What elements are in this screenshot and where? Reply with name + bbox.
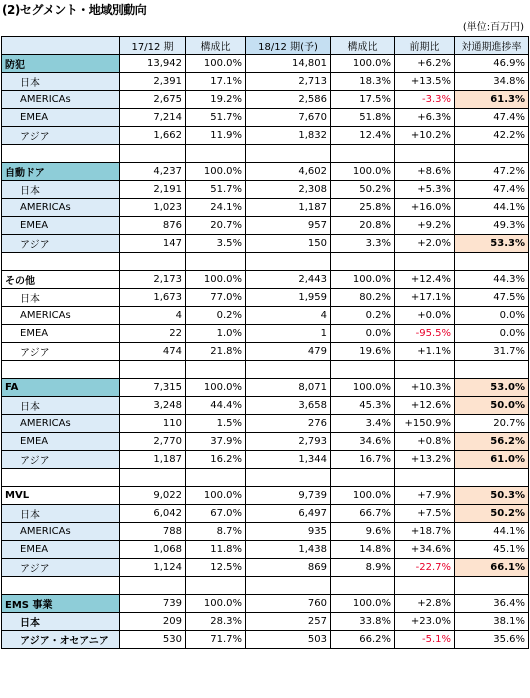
spacer-cell [395,577,455,595]
fy18-value: 2,586 [246,91,331,109]
fy17-value: 739 [120,595,186,613]
fy18-value: 2,308 [246,181,331,199]
fy18-share: 50.2% [331,181,395,199]
progress-rate: 36.4% [455,595,529,613]
spacer-cell [455,361,529,379]
spacer-cell [120,577,186,595]
spacer-cell [246,577,331,595]
segment-label: FA [2,379,120,397]
header-share-fy17: 構成比 [186,37,246,55]
progress-rate: 44.1% [455,523,529,541]
region-row [2,307,529,325]
fy18-share: 17.5% [331,91,395,109]
progress-rate: 50.0% [455,397,529,415]
fy18-share: 33.8% [331,613,395,631]
yoy-change: +150.9% [395,415,455,433]
segment-label: 防犯 [2,55,120,73]
fy17-value: 2,191 [120,181,186,199]
fy17-value: 1,662 [120,127,186,145]
fy18-value: 957 [246,217,331,235]
region-row [2,127,529,145]
progress-rate: 44.3% [455,271,529,289]
progress-rate: 38.1% [455,613,529,631]
fy18-value: 869 [246,559,331,577]
segment-total-row [2,379,529,397]
yoy-change: +12.6% [395,397,455,415]
fy18-share: 0.0% [331,325,395,343]
fy17-share: 16.2% [186,451,246,469]
yoy-change: +9.2% [395,217,455,235]
yoy-change: -22.7% [395,559,455,577]
progress-rate: 56.2% [455,433,529,451]
fy17-value: 788 [120,523,186,541]
fy18-share: 34.6% [331,433,395,451]
region-label: アジア [2,451,120,469]
header-progress: 対通期進捗率 [455,37,529,55]
fy17-value: 6,042 [120,505,186,523]
region-row [2,181,529,199]
segment-total-row [2,271,529,289]
fy17-value: 474 [120,343,186,361]
fy17-share: 0.2% [186,307,246,325]
fy18-share: 66.7% [331,505,395,523]
fy17-share: 20.7% [186,217,246,235]
yoy-change: +13.2% [395,451,455,469]
yoy-change: +0.8% [395,433,455,451]
spacer-cell [186,361,246,379]
region-row [2,91,529,109]
header-fy18-forecast: 18/12 期(予) [246,37,331,55]
yoy-change: +12.4% [395,271,455,289]
fy18-share: 9.6% [331,523,395,541]
region-row [2,631,529,649]
yoy-change: +10.3% [395,379,455,397]
fy17-share: 1.5% [186,415,246,433]
spacer-cell [331,361,395,379]
region-label: 日本 [2,613,120,631]
fy18-value: 276 [246,415,331,433]
region-label: AMERICAs [2,415,120,433]
yoy-change: +5.3% [395,181,455,199]
yoy-change: +23.0% [395,613,455,631]
spacer-cell [246,145,331,163]
segment-label: その他 [2,271,120,289]
fy18-share: 25.8% [331,199,395,217]
fy17-value: 209 [120,613,186,631]
progress-rate: 61.0% [455,451,529,469]
progress-rate: 46.9% [455,55,529,73]
region-label: EMEA [2,325,120,343]
region-row [2,559,529,577]
region-label: EMEA [2,217,120,235]
spacer-cell [455,253,529,271]
fy17-value: 2,391 [120,73,186,91]
yoy-change: +17.1% [395,289,455,307]
fy18-share: 12.4% [331,127,395,145]
fy17-value: 1,124 [120,559,186,577]
fy18-share: 0.2% [331,307,395,325]
header-yoy: 前期比 [395,37,455,55]
spacer-row [2,577,529,595]
progress-rate: 47.4% [455,109,529,127]
fy18-value: 6,497 [246,505,331,523]
spacer-cell [2,361,120,379]
region-row [2,505,529,523]
yoy-change: +34.6% [395,541,455,559]
header-share-fy18: 構成比 [331,37,395,55]
progress-rate: 45.1% [455,541,529,559]
fy17-value: 13,942 [120,55,186,73]
region-label: 日本 [2,397,120,415]
segment-label: MVL [2,487,120,505]
fy18-share: 20.8% [331,217,395,235]
spacer-cell [455,145,529,163]
spacer-cell [2,253,120,271]
yoy-change: +0.0% [395,307,455,325]
region-label: 日本 [2,289,120,307]
region-row [2,415,529,433]
region-label: AMERICAs [2,91,120,109]
fy18-share: 18.3% [331,73,395,91]
segment-total-row [2,163,529,181]
fy18-share: 100.0% [331,595,395,613]
fy18-share: 100.0% [331,487,395,505]
fy17-share: 3.5% [186,235,246,253]
progress-rate: 53.0% [455,379,529,397]
spacer-cell [186,253,246,271]
yoy-change: +6.3% [395,109,455,127]
region-row [2,235,529,253]
fy17-value: 4,237 [120,163,186,181]
region-label: アジア [2,343,120,361]
yoy-change: +13.5% [395,73,455,91]
progress-rate: 0.0% [455,325,529,343]
fy17-share: 100.0% [186,163,246,181]
fy18-share: 3.3% [331,235,395,253]
region-label: アジア [2,235,120,253]
segment-label: EMS 事業 [2,595,120,613]
fy17-share: 100.0% [186,487,246,505]
spacer-cell [331,577,395,595]
fy17-value: 9,022 [120,487,186,505]
progress-rate: 35.6% [455,631,529,649]
fy17-share: 8.7% [186,523,246,541]
segment-total-row [2,487,529,505]
yoy-change: +6.2% [395,55,455,73]
fy18-value: 4,602 [246,163,331,181]
yoy-change: +16.0% [395,199,455,217]
fy17-share: 71.7% [186,631,246,649]
fy18-value: 2,793 [246,433,331,451]
region-label: EMEA [2,109,120,127]
region-row [2,541,529,559]
spacer-cell [395,253,455,271]
spacer-cell [2,145,120,163]
fy17-share: 51.7% [186,109,246,127]
region-row [2,217,529,235]
spacer-cell [331,469,395,487]
fy18-value: 479 [246,343,331,361]
spacer-cell [120,253,186,271]
spacer-cell [395,145,455,163]
fy18-share: 16.7% [331,451,395,469]
region-label: AMERICAs [2,523,120,541]
unit-note: (単位:百万円) [462,22,524,33]
fy17-value: 1,187 [120,451,186,469]
progress-rate: 50.3% [455,487,529,505]
yoy-change: +10.2% [395,127,455,145]
fy17-share: 19.2% [186,91,246,109]
region-row [2,73,529,91]
fy18-value: 257 [246,613,331,631]
segment-label: 自動ドア [2,163,120,181]
fy17-value: 3,248 [120,397,186,415]
page-title: (2)セグメント・地域別動向 [2,3,147,17]
yoy-change: +7.5% [395,505,455,523]
progress-rate: 53.3% [455,235,529,253]
fy17-value: 2,770 [120,433,186,451]
spacer-cell [331,145,395,163]
yoy-change: +2.0% [395,235,455,253]
fy17-value: 530 [120,631,186,649]
spacer-cell [395,361,455,379]
region-row [2,523,529,541]
fy17-value: 147 [120,235,186,253]
fy17-value: 2,675 [120,91,186,109]
fy17-share: 17.1% [186,73,246,91]
spacer-cell [395,469,455,487]
region-row [2,325,529,343]
fy18-value: 1,959 [246,289,331,307]
region-label: AMERICAs [2,307,120,325]
progress-rate: 31.7% [455,343,529,361]
fy17-value: 1,023 [120,199,186,217]
segment-total-row [2,55,529,73]
spacer-cell [186,469,246,487]
yoy-change: +8.6% [395,163,455,181]
spacer-cell [246,469,331,487]
region-row [2,199,529,217]
fy18-share: 100.0% [331,163,395,181]
progress-rate: 50.2% [455,505,529,523]
fy17-share: 21.8% [186,343,246,361]
fy18-share: 45.3% [331,397,395,415]
region-label: AMERICAs [2,199,120,217]
fy17-value: 7,315 [120,379,186,397]
spacer-cell [331,253,395,271]
spacer-cell [2,577,120,595]
region-row [2,451,529,469]
fy18-share: 100.0% [331,271,395,289]
spacer-cell [120,469,186,487]
progress-rate: 47.2% [455,163,529,181]
fy17-value: 22 [120,325,186,343]
progress-rate: 44.1% [455,199,529,217]
region-label: 日本 [2,505,120,523]
fy18-value: 760 [246,595,331,613]
region-row [2,343,529,361]
fy18-value: 3,658 [246,397,331,415]
progress-rate: 61.3% [455,91,529,109]
progress-rate: 0.0% [455,307,529,325]
fy17-value: 1,673 [120,289,186,307]
region-label: EMEA [2,541,120,559]
fy17-value: 110 [120,415,186,433]
region-row [2,433,529,451]
region-row [2,397,529,415]
fy18-value: 1 [246,325,331,343]
fy18-value: 7,670 [246,109,331,127]
fy17-share: 11.8% [186,541,246,559]
progress-rate: 66.1% [455,559,529,577]
progress-rate: 49.3% [455,217,529,235]
yoy-change: +1.1% [395,343,455,361]
region-row [2,613,529,631]
spacer-cell [186,577,246,595]
progress-rate: 20.7% [455,415,529,433]
segment-region-table [1,36,529,649]
fy18-value: 503 [246,631,331,649]
spacer-cell [455,577,529,595]
fy17-share: 12.5% [186,559,246,577]
fy18-share: 19.6% [331,343,395,361]
fy17-value: 2,173 [120,271,186,289]
progress-rate: 47.4% [455,181,529,199]
fy17-share: 37.9% [186,433,246,451]
fy18-share: 100.0% [331,55,395,73]
progress-rate: 47.5% [455,289,529,307]
fy18-share: 100.0% [331,379,395,397]
fy17-share: 77.0% [186,289,246,307]
fy17-value: 876 [120,217,186,235]
fy17-share: 100.0% [186,55,246,73]
fy18-value: 8,071 [246,379,331,397]
yoy-change: +2.8% [395,595,455,613]
region-label: アジア [2,127,120,145]
fy18-share: 3.4% [331,415,395,433]
fy17-share: 67.0% [186,505,246,523]
segment-total-row [2,595,529,613]
progress-rate: 42.2% [455,127,529,145]
yoy-change: +18.7% [395,523,455,541]
region-label: 日本 [2,181,120,199]
fy18-share: 14.8% [331,541,395,559]
fy18-value: 935 [246,523,331,541]
region-row [2,289,529,307]
fy18-value: 4 [246,307,331,325]
fy17-share: 100.0% [186,271,246,289]
spacer-cell [120,361,186,379]
fy17-share: 100.0% [186,595,246,613]
fy18-value: 9,739 [246,487,331,505]
fy18-value: 150 [246,235,331,253]
region-label: アジア [2,559,120,577]
spacer-row [2,469,529,487]
fy17-value: 4 [120,307,186,325]
spacer-cell [120,145,186,163]
fy17-share: 11.9% [186,127,246,145]
yoy-change: -5.1% [395,631,455,649]
spacer-cell [186,145,246,163]
spacer-cell [246,361,331,379]
fy18-share: 66.2% [331,631,395,649]
fy18-value: 14,801 [246,55,331,73]
region-label: アジア・オセアニア [2,631,120,649]
fy18-value: 2,443 [246,271,331,289]
fy17-share: 28.3% [186,613,246,631]
fy18-value: 1,344 [246,451,331,469]
fy17-value: 7,214 [120,109,186,127]
spacer-cell [455,469,529,487]
fy18-value: 1,187 [246,199,331,217]
spacer-row [2,253,529,271]
header-row [2,37,529,55]
fy18-share: 51.8% [331,109,395,127]
fy17-share: 1.0% [186,325,246,343]
progress-rate: 34.8% [455,73,529,91]
spacer-cell [2,469,120,487]
yoy-change: -95.5% [395,325,455,343]
fy17-value: 1,068 [120,541,186,559]
spacer-row [2,361,529,379]
fy17-share: 51.7% [186,181,246,199]
fy18-value: 1,438 [246,541,331,559]
fy18-share: 8.9% [331,559,395,577]
header-label [2,37,120,55]
fy17-share: 100.0% [186,379,246,397]
yoy-change: -3.3% [395,91,455,109]
spacer-row [2,145,529,163]
yoy-change: +7.9% [395,487,455,505]
fy17-share: 44.4% [186,397,246,415]
fy18-share: 80.2% [331,289,395,307]
spacer-cell [246,253,331,271]
region-label: 日本 [2,73,120,91]
region-row [2,109,529,127]
region-label: EMEA [2,433,120,451]
fy18-value: 1,832 [246,127,331,145]
fy17-share: 24.1% [186,199,246,217]
header-fy17: 17/12 期 [120,37,186,55]
fy18-value: 2,713 [246,73,331,91]
